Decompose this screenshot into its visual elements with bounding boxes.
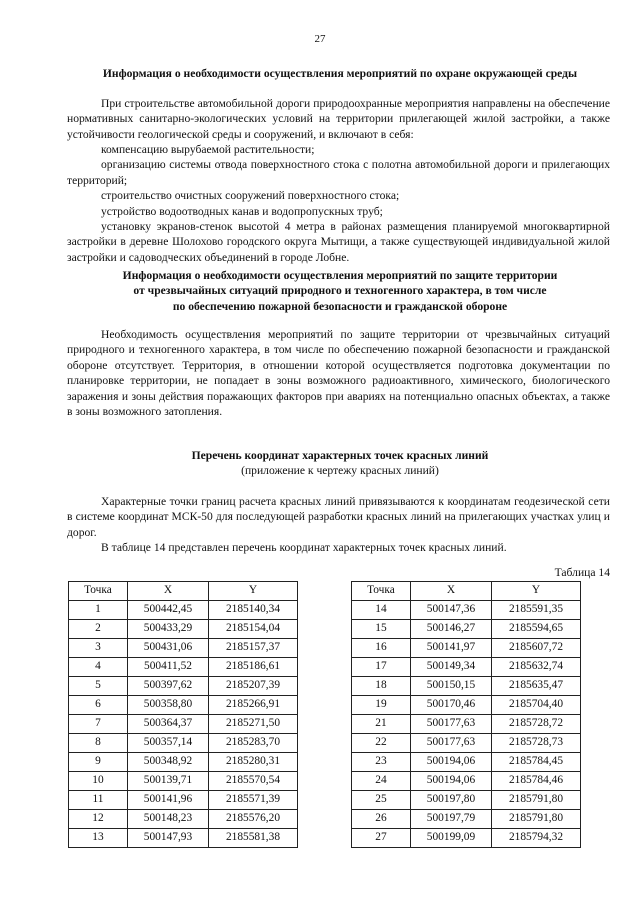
cell-point: 11	[69, 791, 128, 810]
cell-x: 500141,96	[128, 791, 209, 810]
cell-point: 25	[352, 791, 411, 810]
cell-y: 2185607,72	[492, 639, 581, 658]
cell-x: 500358,80	[128, 696, 209, 715]
cell-point: 26	[352, 810, 411, 829]
environment-intro	[67, 96, 610, 142]
cell-y: 2185791,80	[492, 791, 581, 810]
cell-x: 500364,37	[128, 715, 209, 734]
cell-y: 2185632,74	[492, 658, 581, 677]
table-row	[352, 715, 581, 734]
cell-point: 7	[69, 715, 128, 734]
cell-x: 500397,62	[128, 677, 209, 696]
cell-point: 21	[352, 715, 411, 734]
table-row	[69, 715, 298, 734]
table-row	[69, 601, 298, 620]
cell-point: 4	[69, 658, 128, 677]
cell-point: 13	[69, 829, 128, 848]
table-row	[352, 810, 581, 829]
table-row	[352, 696, 581, 715]
cell-point: 6	[69, 696, 128, 715]
cell-x: 500141,97	[411, 639, 492, 658]
cell-x: 500194,06	[411, 772, 492, 791]
cell-y: 2185571,39	[209, 791, 298, 810]
list-item: устройство водоотводных канав и водопропускных труб;	[101, 204, 383, 218]
table-row	[69, 734, 298, 753]
cell-y: 2185140,34	[209, 601, 298, 620]
cell-x: 500197,79	[411, 810, 492, 829]
coordinates-table-left	[68, 581, 298, 848]
table-row	[352, 639, 581, 658]
list-item: строительство очистных сооружений поверхностного стока;	[101, 189, 400, 203]
cell-point: 12	[69, 810, 128, 829]
cell-y: 2185283,70	[209, 734, 298, 753]
cell-point: 9	[69, 753, 128, 772]
cell-y: 2185154,04	[209, 620, 298, 639]
table-row	[352, 658, 581, 677]
cell-point: 1	[69, 601, 128, 620]
coordinates-para-1	[67, 494, 610, 540]
cell-point: 5	[69, 677, 128, 696]
cell-y: 2185794,32	[492, 829, 581, 848]
cell-y: 2185594,65	[492, 620, 581, 639]
table-body-right	[352, 601, 581, 848]
cell-x: 500348,92	[128, 753, 209, 772]
cell-x: 500199,09	[411, 829, 492, 848]
cell-point: 22	[352, 734, 411, 753]
column-header-x: X	[411, 582, 492, 601]
cell-x: 500147,93	[128, 829, 209, 848]
cell-point: 16	[352, 639, 411, 658]
table-row	[352, 753, 581, 772]
cell-y: 2185728,72	[492, 715, 581, 734]
section-title-environment: Информация о необходимости осуществления мероприятий по охране окружающей среды	[102, 67, 578, 80]
table-row	[352, 734, 581, 753]
cell-x: 500148,23	[128, 810, 209, 829]
environment-intro-text: При строительстве автомобильной дороги природоохранные мероприятия направлены на обеспечение нормативных санитарно-экологических условий на территории прилегающей жилой застройки, а также устойчивости геологической среды и сооружений, и включают в себя:	[67, 97, 610, 141]
table-body-left	[69, 601, 298, 848]
coordinates-para-2-text: В таблице 14 представлен перечень координат характерных точек красных линий.	[101, 541, 507, 554]
table-row	[352, 791, 581, 810]
table-row	[352, 677, 581, 696]
cell-point: 27	[352, 829, 411, 848]
cell-y: 2185704,40	[492, 696, 581, 715]
cell-x: 500170,46	[411, 696, 492, 715]
cell-point: 19	[352, 696, 411, 715]
cell-x: 500177,63	[411, 734, 492, 753]
page-number: 27	[314, 33, 326, 45]
cell-x: 500177,63	[411, 715, 492, 734]
cell-point: 24	[352, 772, 411, 791]
cell-y: 2185581,38	[209, 829, 298, 848]
table-row	[69, 677, 298, 696]
list-item: компенсацию вырубаемой растительности;	[101, 143, 315, 156]
cell-x: 500197,80	[411, 791, 492, 810]
table-row	[69, 753, 298, 772]
table-row	[69, 696, 298, 715]
table-header-row	[69, 582, 298, 601]
cell-point: 17	[352, 658, 411, 677]
cell-x: 500139,71	[128, 772, 209, 791]
cell-y: 2185635,47	[492, 677, 581, 696]
list-item: установку экранов-стенок высотой 4 метра в районах размещения планируемой многоквартирной застройки в деревне Шолохово городского округа Мытищи, а также существующей индивидуальной жилой застройки и садоводческих объединений в городе Лобне.	[67, 220, 610, 264]
table-caption: Таблица 14	[554, 566, 610, 579]
cell-x: 500411,52	[128, 658, 209, 677]
emergency-body	[67, 327, 610, 419]
cell-x: 500357,14	[128, 734, 209, 753]
cell-y: 2185271,50	[209, 715, 298, 734]
table-row	[352, 601, 581, 620]
section-title-line: от чрезвычайных ситуаций природного и техногенного характера, в том числе	[133, 284, 547, 298]
table-row	[352, 772, 581, 791]
cell-point: 8	[69, 734, 128, 753]
emergency-body-text: Необходимость осуществления мероприятий по защите территории от чрезвычайных ситуаций природного и техногенного характера, в том числе по обеспечению пожарной безопасности и гражданской обороне отсутствует. Территория, в отношении которой осуществляется подготовка документации по планировке территории, не попадает в зоны возможного радиоактивного, химического, биологического заражения и зоны действия поражающих факторов при авариях на потенциально опасных объектах, а также в зоны возможного затопления.	[67, 328, 610, 419]
cell-x: 500442,45	[128, 601, 209, 620]
cell-y: 2185576,20	[209, 810, 298, 829]
table-row	[69, 810, 298, 829]
column-header-x: X	[128, 582, 209, 601]
cell-y: 2185266,91	[209, 696, 298, 715]
column-header-y: Y	[492, 582, 581, 601]
cell-point: 10	[69, 772, 128, 791]
cell-point: 18	[352, 677, 411, 696]
cell-point: 15	[352, 620, 411, 639]
cell-point: 14	[352, 601, 411, 620]
table-row	[69, 658, 298, 677]
coordinates-para-2	[67, 540, 610, 555]
cell-y: 2185570,54	[209, 772, 298, 791]
cell-y: 2185280,31	[209, 753, 298, 772]
section-subtitle-coordinates: (приложение к чертежу красных линий)	[241, 464, 439, 477]
table-row	[69, 829, 298, 848]
table-row	[69, 791, 298, 810]
cell-x: 500147,36	[411, 601, 492, 620]
table-row	[69, 639, 298, 658]
coordinates-para-1-text: Характерные точки границ расчета красных линий привязываются к координатам геодезической сети в системе координат МСК-50 для последующей разработки красных линий на прилегающих участках улиц и дорог.	[67, 495, 610, 539]
cell-x: 500194,06	[411, 753, 492, 772]
cell-point: 3	[69, 639, 128, 658]
cell-x: 500146,27	[411, 620, 492, 639]
column-header-point: Точка	[352, 582, 411, 601]
cell-y: 2185791,80	[492, 810, 581, 829]
column-header-point: Точка	[69, 582, 128, 601]
cell-x: 500431,06	[128, 639, 209, 658]
table-row	[69, 620, 298, 639]
cell-y: 2185784,46	[492, 772, 581, 791]
cell-x: 500433,29	[128, 620, 209, 639]
column-header-y: Y	[209, 582, 298, 601]
cell-x: 500150,15	[411, 677, 492, 696]
section-title-line: Информация о необходимости осуществления мероприятий по защите территории	[122, 269, 558, 282]
cell-x: 500149,34	[411, 658, 492, 677]
table-row	[352, 829, 581, 848]
section-title-emergency	[60, 268, 620, 314]
list-item: организацию системы отвода поверхностного стока с полотна автомобильной дороги и прилегающих территорий;	[67, 158, 610, 187]
table-header-row	[352, 582, 581, 601]
cell-point: 2	[69, 620, 128, 639]
cell-point: 23	[352, 753, 411, 772]
environment-measures-list	[67, 142, 610, 265]
cell-y: 2185784,45	[492, 753, 581, 772]
coordinates-table-right	[351, 581, 581, 848]
cell-y: 2185728,73	[492, 734, 581, 753]
table-row	[69, 772, 298, 791]
table-row	[352, 620, 581, 639]
section-title-line: по обеспечению пожарной безопасности и гражданской обороне	[172, 299, 508, 313]
cell-y: 2185591,35	[492, 601, 581, 620]
cell-y: 2185207,39	[209, 677, 298, 696]
cell-y: 2185157,37	[209, 639, 298, 658]
section-title-coordinates: Перечень координат характерных точек красных линий	[191, 449, 489, 462]
cell-y: 2185186,61	[209, 658, 298, 677]
